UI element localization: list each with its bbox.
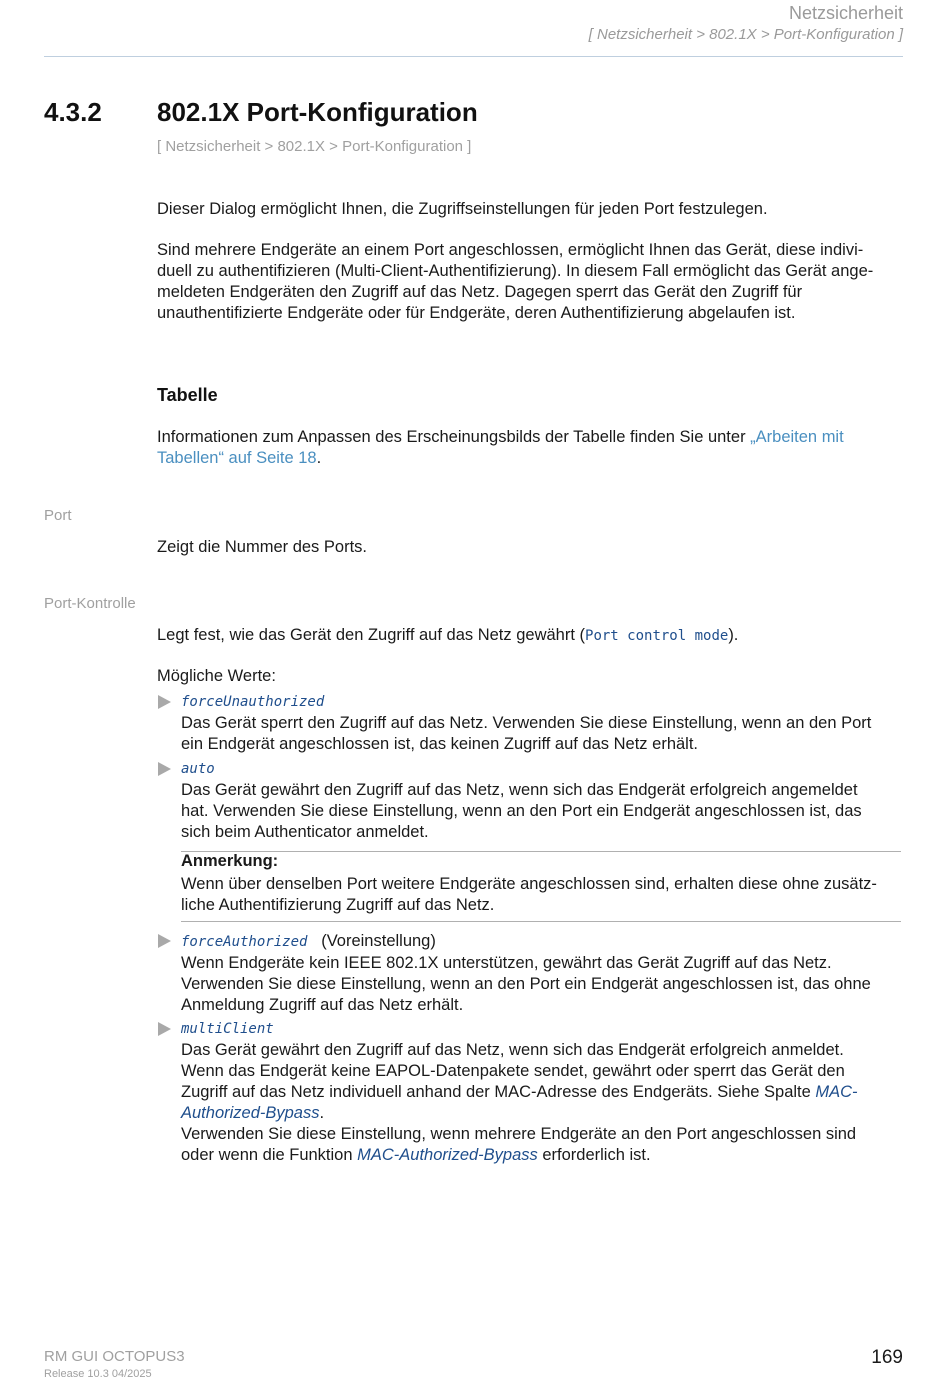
- mac-authorized-bypass-ref-2[interactable]: MAC-Authorized-Bypass: [357, 1146, 538, 1164]
- page-number: 169: [871, 1347, 903, 1368]
- option-name: auto: [181, 761, 215, 777]
- possible-values-label: Mögliche Werte:: [157, 667, 276, 685]
- footer-product: RM GUI OCTOPUS3: [44, 1348, 185, 1365]
- running-header-breadcrumb: [ Netzsicherheit > 802.1X > Port-Konfiguration ]: [588, 26, 903, 43]
- section-breadcrumb: [ Netzsicherheit > 802.1X > Port-Konfiguration ]: [157, 138, 472, 155]
- section-title: 802.1X Port-Konfiguration: [157, 97, 478, 127]
- note-title: Anmerkung:: [181, 852, 279, 870]
- port-description: Zeigt die Nummer des Ports.: [157, 538, 367, 556]
- header-divider: [44, 56, 903, 57]
- default-marker: (Voreinstellung): [321, 932, 436, 950]
- bullet-arrow-icon: [158, 1022, 171, 1036]
- intro-line: Sind mehrere Endgeräte an einem Port angeschlossen, ermöglicht Ihnen das Gerät, diese indivi-: [157, 241, 864, 259]
- intro-line: meldeten Endgeräten den Zugriff auf das Netz. Dagegen sperrt das Gerät den Zugriff für: [157, 283, 803, 301]
- option-name: forceUnauthorized: [181, 694, 325, 710]
- option-force-unauthorized: forceUnauthorized Das Gerät sperrt den Zugriff auf das Netz. Verwenden Sie diese Einstellung, wenn an den Port ein Endgerät angeschlossen ist, das keinen Zugriff auf das Netz erhält.: [181, 692, 906, 755]
- option-multi-client: multiClient Das Gerät gewährt den Zugriff auf das Netz, wenn sich das Endgerät erfolgreich anmeldet. Wenn das Endgerät keine EAPOL-Datenpakete sendet, gewährt oder sperrt das Gerät den Zugriff auf das Netz individuell anhand der MAC-Adresse des Endgeräts. Siehe Spalte MAC- Authorized-Bypass. Verwenden Sie diese Einstellung, wenn mehrere Endgeräte an den Port angeschlossen sind oder wenn die Funktion MAC-Authorized-Bypass erforderlich ist.: [181, 1019, 906, 1166]
- option-name: multiClient: [181, 1021, 274, 1037]
- mac-authorized-bypass-ref[interactable]: MAC-: [815, 1083, 858, 1101]
- note-body: Wenn über denselben Port weitere Endgeräte angeschlossen sind, erhalten diese ohne zusätz- liche Authentifizierung Zugriff auf das Netz.: [181, 875, 877, 914]
- port-control-mode-code: Port control mode: [585, 628, 729, 644]
- note-bottom-divider: [181, 921, 901, 922]
- table-info-period: .: [316, 449, 322, 467]
- bullet-arrow-icon: [158, 762, 171, 776]
- footer-release: Release 10.3 04/2025: [44, 1368, 152, 1380]
- note-top-divider: [181, 851, 901, 852]
- intro-paragraph-2: [157, 240, 907, 324]
- intro-paragraph-1: Dieser Dialog ermöglicht Ihnen, die Zugriffseinstellungen für jeden Port festzulegen.: [157, 200, 768, 218]
- port-control-description: Legt fest, wie das Gerät den Zugriff auf das Netz gewährt (Port control mode).: [157, 626, 739, 644]
- table-info-text: Informationen zum Anpassen des Erscheinungsbilds der Tabelle finden Sie unter: [157, 428, 751, 446]
- bullet-arrow-icon: [158, 695, 171, 709]
- option-name: forceAuthorized: [181, 934, 308, 950]
- running-header-title: Netzsicherheit: [788, 3, 903, 23]
- table-info-link[interactable]: „Arbeiten mit: [750, 428, 844, 446]
- param-label-port: Port: [44, 507, 72, 524]
- intro-line: duell zu authentifizieren (Multi-Client-Authentifizierung). In diesem Fall ermöglicht das Gerät ange-: [157, 262, 874, 280]
- section-number: 4.3.2: [44, 97, 102, 127]
- intro-line: unauthentifizierte Endgeräte oder für Endgeräte, deren Authentifizierung abgelaufen ist.: [157, 304, 796, 322]
- option-auto: auto Das Gerät gewährt den Zugriff auf das Netz, wenn sich das Endgerät erfolgreich angemeldet hat. Verwenden Sie diese Einstellung, wenn an den Port ein Endgerät angeschlossen ist, das sich beim Authenticator anmeldet.: [181, 759, 906, 843]
- table-info-paragraph: [157, 427, 907, 469]
- mac-authorized-bypass-ref-cont[interactable]: Authorized-Bypass: [181, 1104, 320, 1122]
- table-info-link-cont[interactable]: Tabellen“ auf Seite 18: [157, 449, 317, 467]
- table-heading: Tabelle: [157, 385, 218, 405]
- param-label-port-control: Port-Kontrolle: [44, 595, 136, 612]
- bullet-arrow-icon: [158, 934, 171, 948]
- option-force-authorized: forceAuthorized (Voreinstellung) Wenn Endgeräte kein IEEE 802.1X unterstützen, gewährt das Gerät Zugriff auf das Netz. Verwenden Sie diese Einstellung, wenn an den Port ein Endgerät angeschlossen ist, das ohne Anmeldung Zugriff auf das Netz erhält.: [181, 932, 871, 1014]
